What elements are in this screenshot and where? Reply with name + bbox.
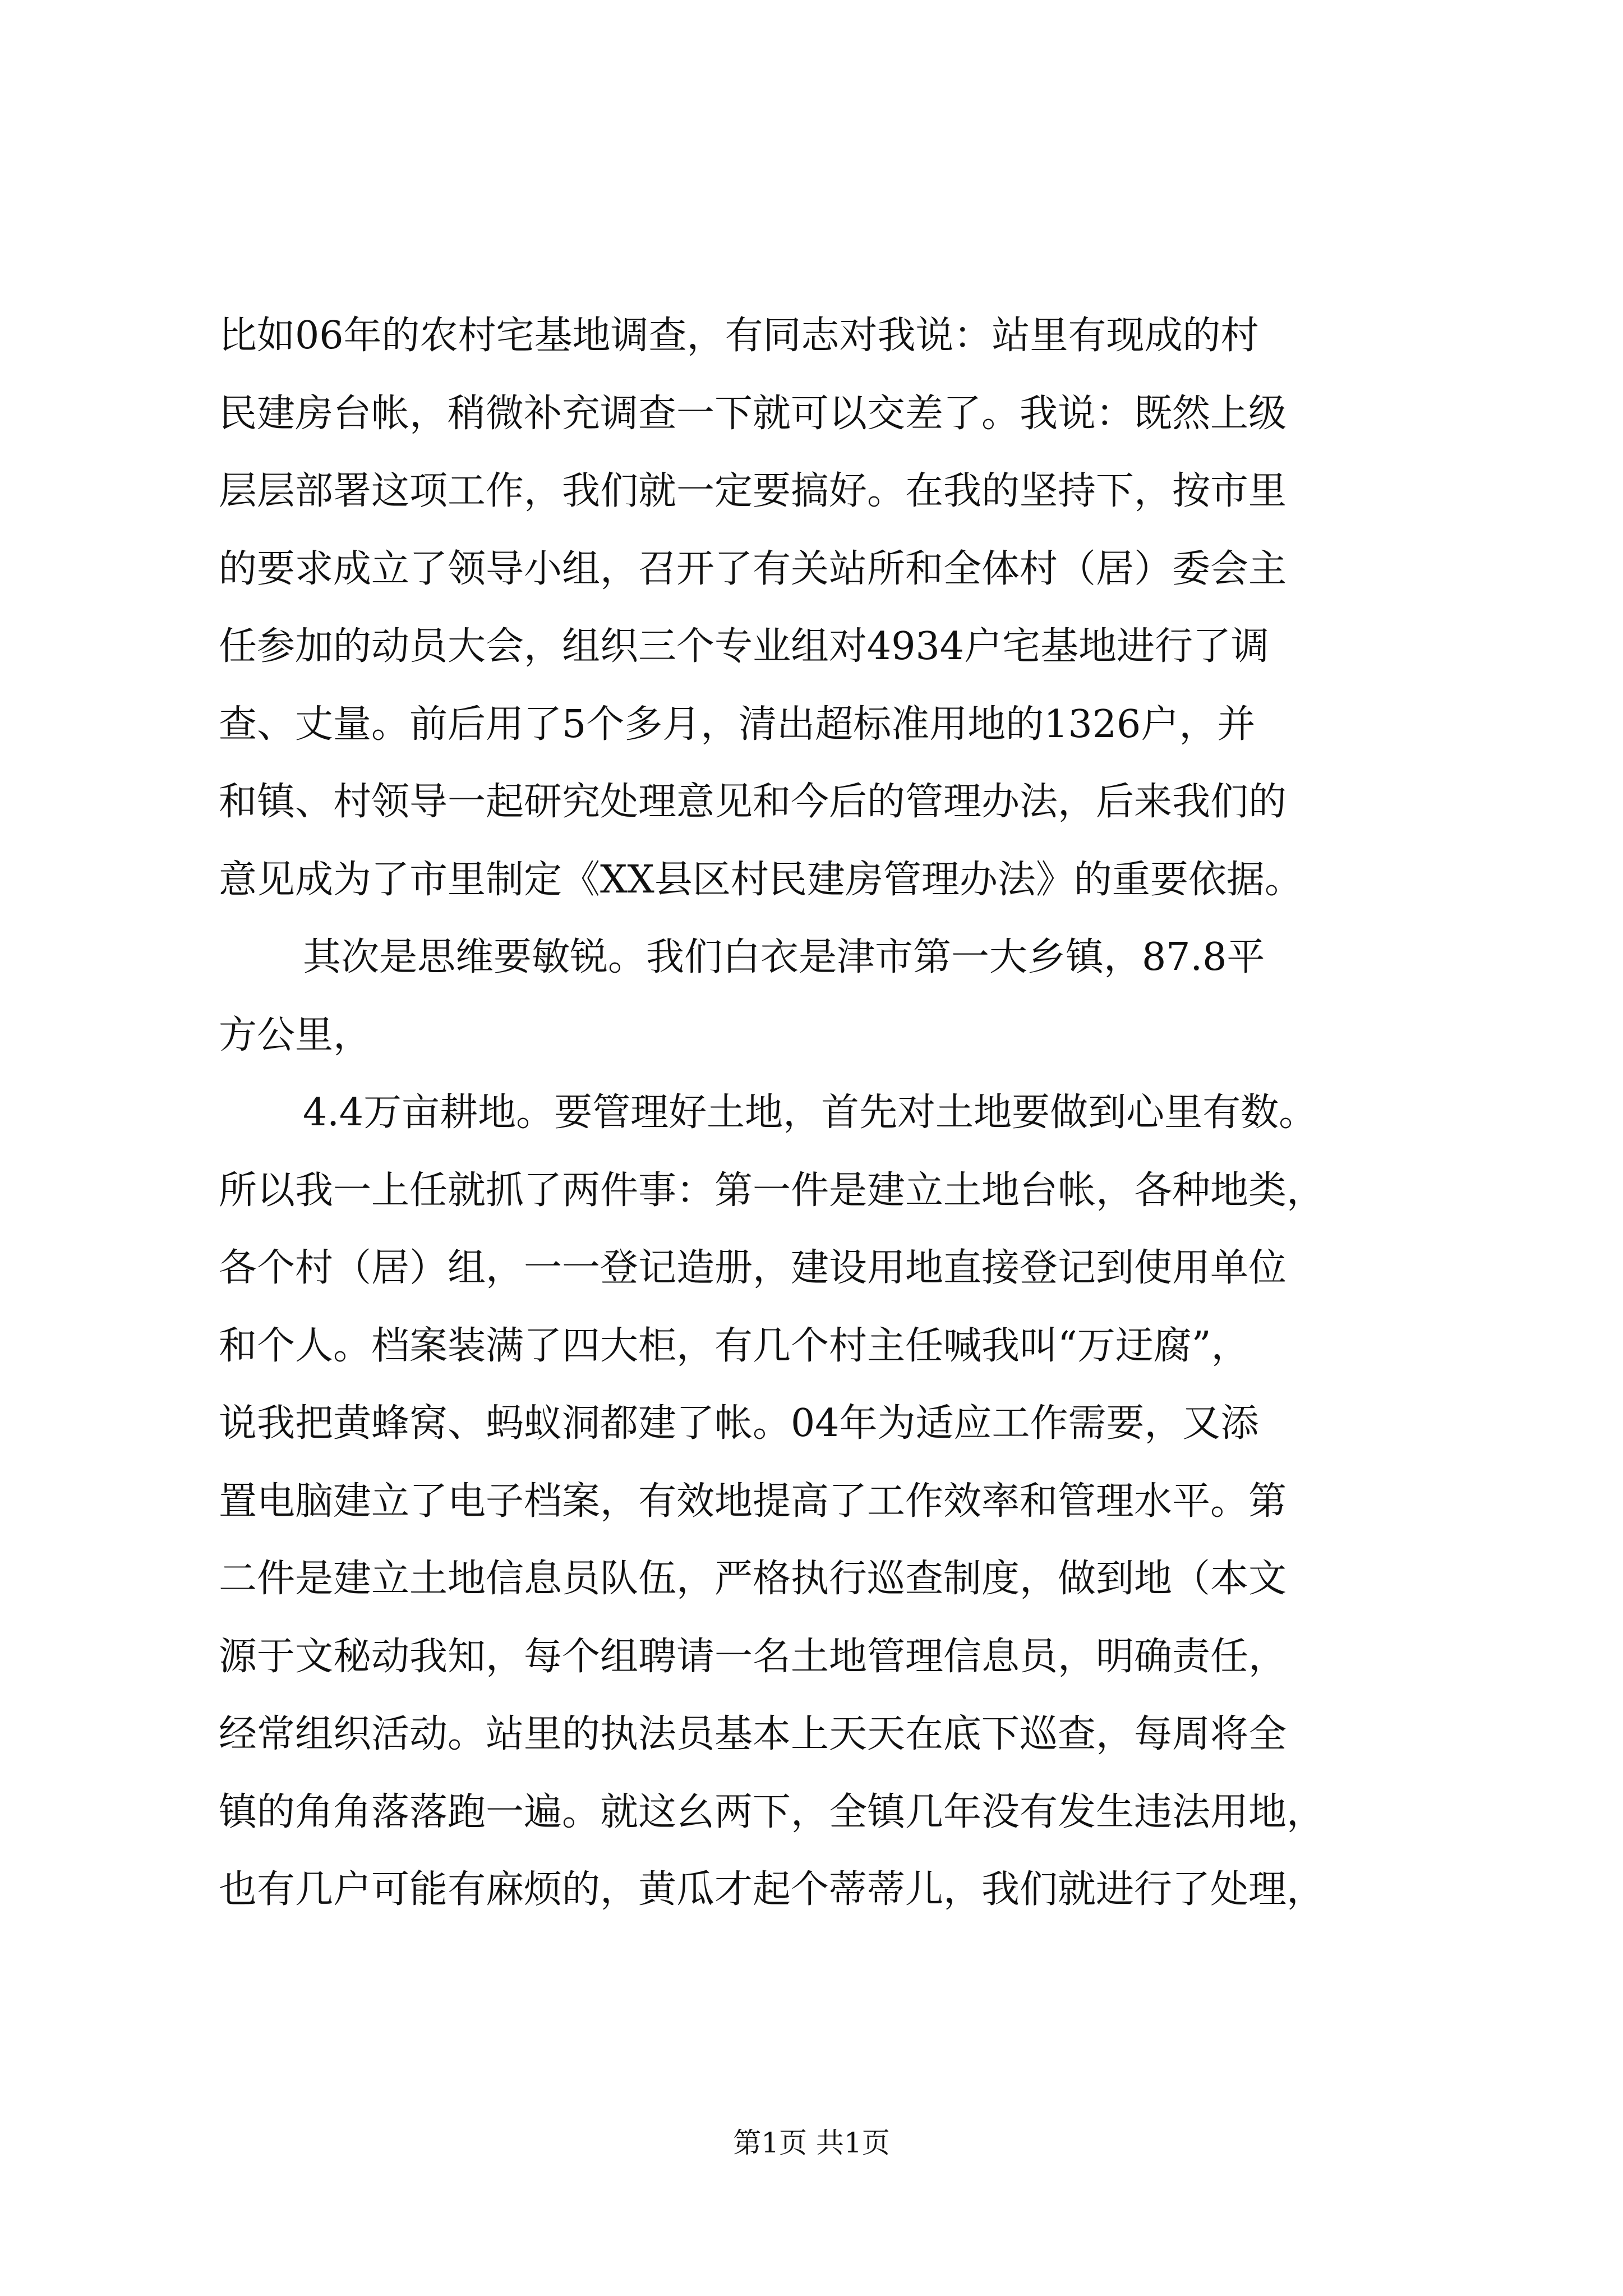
text-line: 也有几户可能有麻烦的，黄瓜才起个蒂蒂儿，我们就进行了处理， [219,1867,1325,1912]
text-line: 和镇、村领导一起研究处理意见和今后的管理办法，后来我们的 [219,780,1287,824]
text-line: 所以我一上任就抓了两件事：第一件是建立土地台帐，各种地类， [219,1168,1325,1213]
text-line: 民建房台帐，稍微补充调查一下就可以交差了。我说：既然上级 [219,391,1287,436]
text-line: 的要求成立了领导小组，召开了有关站所和全体村（居）委会主 [219,546,1287,591]
text-line: 经常组织活动。站里的执法员基本上天天在底下巡查，每周将全 [219,1712,1287,1756]
text-line: 比如06年的农村宅基地调查，有同志对我说：站里有现成的村 [219,314,1259,358]
page-footer: 第1页 共1页 [733,2127,890,2159]
text-line: 和个人。档案装满了四大柜，有几个村主任喊我叫“万迂腐”， [219,1323,1249,1368]
text-line: 任参加的动员大会，组织三个专业组对4934户宅基地进行了调 [219,624,1270,669]
text-line: 其次是思维要敏锐。我们白衣是津市第一大乡镇，87.8平 [303,935,1265,979]
text-line: 方公里， [219,1013,372,1057]
text-line: 层层部署这项工作，我们就一定要搞好。在我的坚持下，按市里 [219,469,1287,513]
text-line: 源于文秘动我知，每个组聘请一名土地管理信息员，明确责任， [219,1634,1287,1679]
text-line: 查、丈量。前后用了5个多月，清出超标准用地的1326户，并 [219,702,1256,747]
text-line: 各个村（居）组，一一登记造册，建设用地直接登记到使用单位 [219,1246,1287,1290]
text-line: 4.4万亩耕地。要管理好土地，首先对土地要做到心里有数。 [303,1091,1317,1135]
text-line: 镇的角角落落跑一遍。就这幺两下，全镇几年没有发生违法用地， [219,1789,1325,1834]
text-line: 说我把黄蜂窝、蚂蚁洞都建了帐。04年为适应工作需要，又添 [219,1401,1259,1446]
text-line: 意见成为了市里制定《XX县区村民建房管理办法》的重要依据。 [219,857,1303,902]
document-body [219,297,1413,1929]
text-line: 置电脑建立了电子档案，有效地提高了工作效率和管理水平。第 [219,1479,1287,1524]
text-line: 二件是建立土地信息员队伍，严格执行巡查制度，做到地（本文 [219,1557,1287,1601]
